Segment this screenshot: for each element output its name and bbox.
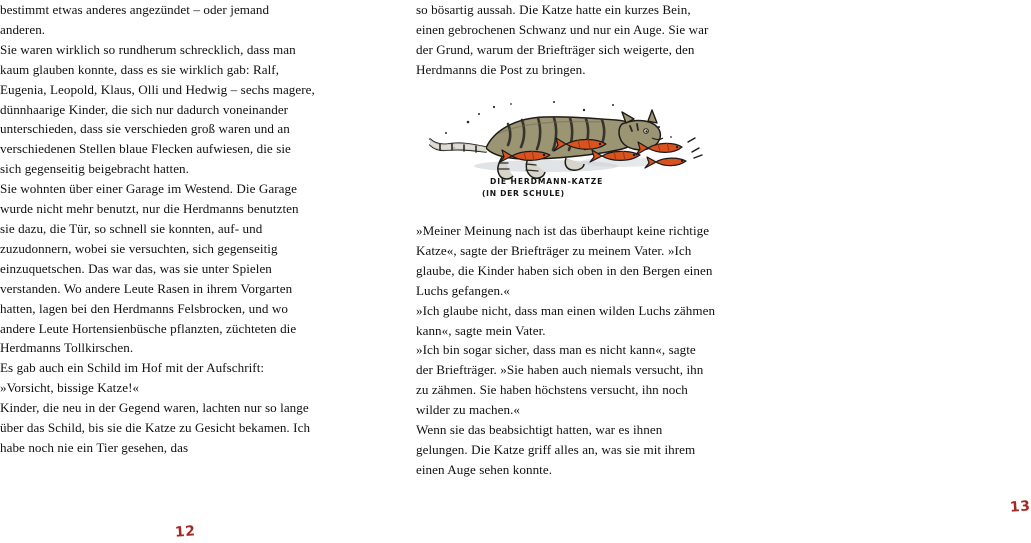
paragraph: so bösartig aussah. Die Katze hatte ein kurzes Bein, einen gebrochenen Schwanz und nur ein Auge. Sie war der Grund, warum der Briefträger sich weigerte, den Herdmanns die Post zu bringen. bbox=[416, 2, 709, 77]
figure-caption bbox=[482, 176, 604, 199]
paragraph: »Ich glaube nicht, dass man einen wilden Luchs zähmen kann«, sagte mein Vater. bbox=[416, 302, 716, 338]
paragraph: Wenn sie das beabsichtigt hatten, war es ihnen gelungen. Die Katze griff alles an, was sie mit ihrem einen Auge sehen konnte. bbox=[416, 422, 696, 477]
caption-line-2: (IN DER SCHULE) bbox=[482, 188, 565, 198]
motion-lines bbox=[688, 138, 702, 158]
cat-tail bbox=[430, 139, 486, 152]
right-page-text-column-top bbox=[416, 0, 716, 80]
herdmann-cat-illustration bbox=[416, 100, 716, 208]
paragraph: Sie wohnten über einer Garage im Westend. Die Garage wurde nicht mehr benutzt, nur die Herdmanns benutzten sie dazu, die Tür, so schnell sie konnten, auf- und zuzudonnern, wobei sie versuchten, sich gegenseitig einzuquetschen. Das war das, was sie unter Spielen verstanden. Wo andere Leute Rasen in ihrem Vorgarten hatten, lagen bei den Herdmanns Felsbrocken, und wo andere Leute Hortensienbüsche pflanzten, züchteten die Herdmanns Tollkirschen. bbox=[0, 181, 299, 356]
paragraph: »Meiner Meinung nach ist das überhaupt keine richtige Katze«, sagte der Briefträger zu meinem Vater. »Ich glaube, die Kinder haben sich oben in den Bergen einen Luchs gefangen.« bbox=[416, 223, 713, 298]
right-page bbox=[416, 0, 1031, 543]
cat-ear-right bbox=[648, 110, 657, 123]
fish bbox=[645, 157, 686, 168]
paragraph: Kinder, die neu in der Gegend waren, lachten nur so lange über das Schild, bis sie die Katze zu Gesicht bekamen. Ich habe noch nie ein Tier gesehen, das bbox=[0, 400, 311, 455]
paragraph: Es gab auch ein Schild im Hof mit der Aufschrift: »Vorsicht, bissige Katze!« bbox=[0, 360, 265, 396]
paragraph: bestimmt etwas anderes angezündet – oder jemand anderen. bbox=[0, 2, 270, 37]
page-number-right: 13 bbox=[1009, 498, 1031, 516]
paragraph: »Ich bin sogar sicher, dass man es nicht kann«, sagte der Briefträger. »Sie haben auch niemals versucht, ihn zu zähmen. Sie haben höchstens versucht, ihn noch wilder zu machen.« bbox=[416, 342, 704, 418]
paragraph: Sie waren wirklich so rundherum schrecklich, dass man kaum glauben konnte, dass es sie wirklich gab: Ralf, Eugenia, Leopold, Klaus, Olli und Hedwig – sechs magere, dünnhaarige Kinder, die sich nur dadurch voneinander unterschieden, dass sie verschieden groß waren und an verschiedenen Stellen blaue Flecken aufwiesen, die sie sich gegenseitig beigebracht hatten. bbox=[0, 41, 315, 177]
left-page-text-column bbox=[0, 0, 315, 458]
caption-line-1: DIE HERDMANN-KATZE bbox=[490, 177, 604, 186]
left-page bbox=[0, 0, 315, 543]
right-page-text-column-bottom bbox=[416, 221, 716, 480]
page-number-left: 12 bbox=[174, 523, 197, 541]
